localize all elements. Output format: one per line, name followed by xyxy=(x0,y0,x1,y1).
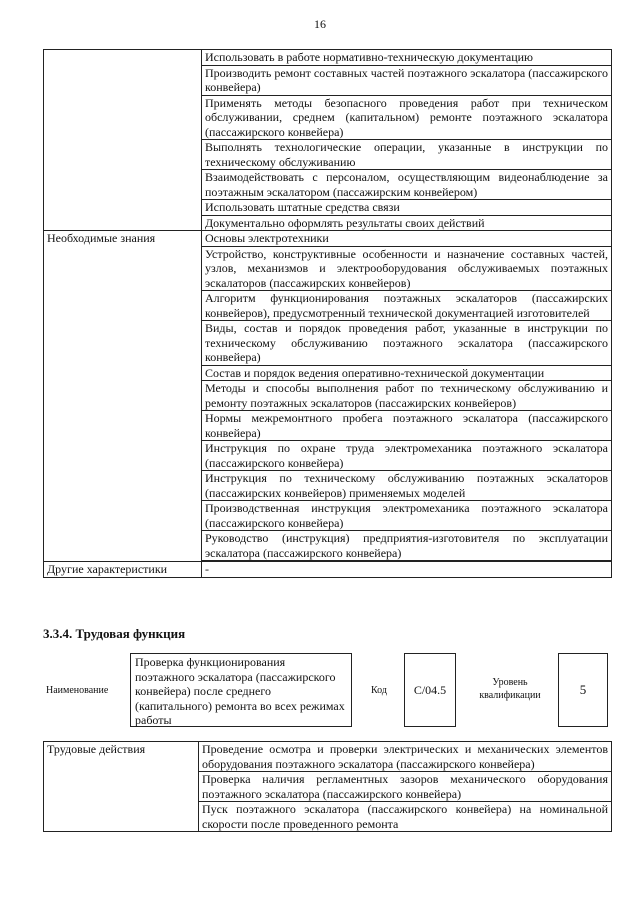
skill-item: Документально оформлять результаты своих действий xyxy=(202,215,612,231)
knowledge-item: Руководство (инструкция) предприятия-изготовителя по эксплуатации эскалатора (пассажирского конвейера) xyxy=(202,531,612,561)
skill-item: Взаимодействовать с персоналом, осуществляющим видеонаблюдение за поэтажным эскалатором (пассажирским конвейером) xyxy=(202,170,612,200)
skill-item: Использовать в работе нормативно-техническую документацию xyxy=(202,50,612,66)
table-row xyxy=(44,562,612,578)
action-item: Проведение осмотра и проверки электрических и механических элементов оборудования поэтажного эскалатора (пассажирского конвейера) xyxy=(199,742,612,772)
code-label: Код xyxy=(371,685,387,696)
row-label-knowledge: Необходимые знания xyxy=(44,231,202,562)
page-number: 16 xyxy=(314,17,326,31)
table-row xyxy=(44,50,612,66)
name-label: Наименование xyxy=(46,685,109,696)
knowledge-item: Производственная инструкция электромеханика поэтажного эскалатора (пассажирского конвейера) xyxy=(202,501,612,531)
row-label-skills xyxy=(44,50,202,231)
knowledge-item: Нормы межремонтного пробега поэтажного эскалатора (пассажирского конвейера) xyxy=(202,411,612,441)
action-item: Проверка наличия регламентных зазоров механического оборудования поэтажного эскалатора (пассажирского конвейера) xyxy=(199,772,612,802)
other-value: - xyxy=(202,562,612,578)
knowledge-item: Устройство, конструктивные особенности и назначение составных частей, узлов, механизмов и электрооборудования обслуживаемых поэтажных эскалаторов (пассажирских конвейеров) xyxy=(202,246,612,291)
section-title: 3.3.4. Трудовая функция xyxy=(43,626,186,641)
qualification-level-label: Уровень квалификации xyxy=(479,677,541,701)
labor-actions-table xyxy=(43,741,612,832)
knowledge-item: Инструкция по техническому обслуживанию поэтажных эскалаторов (пассажирских конвейеров) применяемых моделей xyxy=(202,471,612,501)
knowledge-item: Инструкция по охране труда электромеханика поэтажного эскалатора (пассажирского конвейера) xyxy=(202,441,612,471)
knowledge-item: Методы и способы выполнения работ по техническому обслуживанию и ремонту поэтажных эскалаторов (пассажирских конвейеров) xyxy=(202,381,612,411)
action-item: Пуск поэтажного эскалатора (пассажирского конвейера) на номинальной скорости после проведенного ремонта xyxy=(199,802,612,832)
code-box: C/04.5 xyxy=(404,653,456,727)
skill-item: Применять методы безопасного проведения работ при техническом обслуживании, среднем (капитальном) ремонте поэтажного эскалатора (пассажирского конвейера) xyxy=(202,95,612,140)
qualification-level-box: 5 xyxy=(558,653,608,727)
knowledge-item: Алгоритм функционирования поэтажных эскалаторов (пассажирских конвейеров), предусмотренный технической документацией изготовителей xyxy=(202,291,612,321)
row-label-actions: Трудовые действия xyxy=(44,742,199,832)
knowledge-item: Виды, состав и порядок проведения работ, указанные в инструкции по техническому обслуживанию поэтажного эскалатора (пассажирского конвейера) xyxy=(202,321,612,366)
table-row xyxy=(44,231,612,247)
table-row xyxy=(44,742,612,772)
function-name-box: Проверка функционирования поэтажного эскалатора (пассажирского конвейера) после среднего (капитального) ремонта во всех режимах работы xyxy=(130,653,352,727)
knowledge-skills-table xyxy=(43,49,612,578)
knowledge-item: Состав и порядок ведения оперативно-технической документации xyxy=(202,365,612,381)
skill-item: Производить ремонт составных частей поэтажного эскалатора (пассажирского конвейера) xyxy=(202,65,612,95)
skill-item: Использовать штатные средства связи xyxy=(202,200,612,216)
knowledge-item: Основы электротехники xyxy=(202,231,612,247)
row-label-other: Другие характеристики xyxy=(44,562,202,578)
skill-item: Выполнять технологические операции, указанные в инструкции по техническому обслуживанию xyxy=(202,140,612,170)
